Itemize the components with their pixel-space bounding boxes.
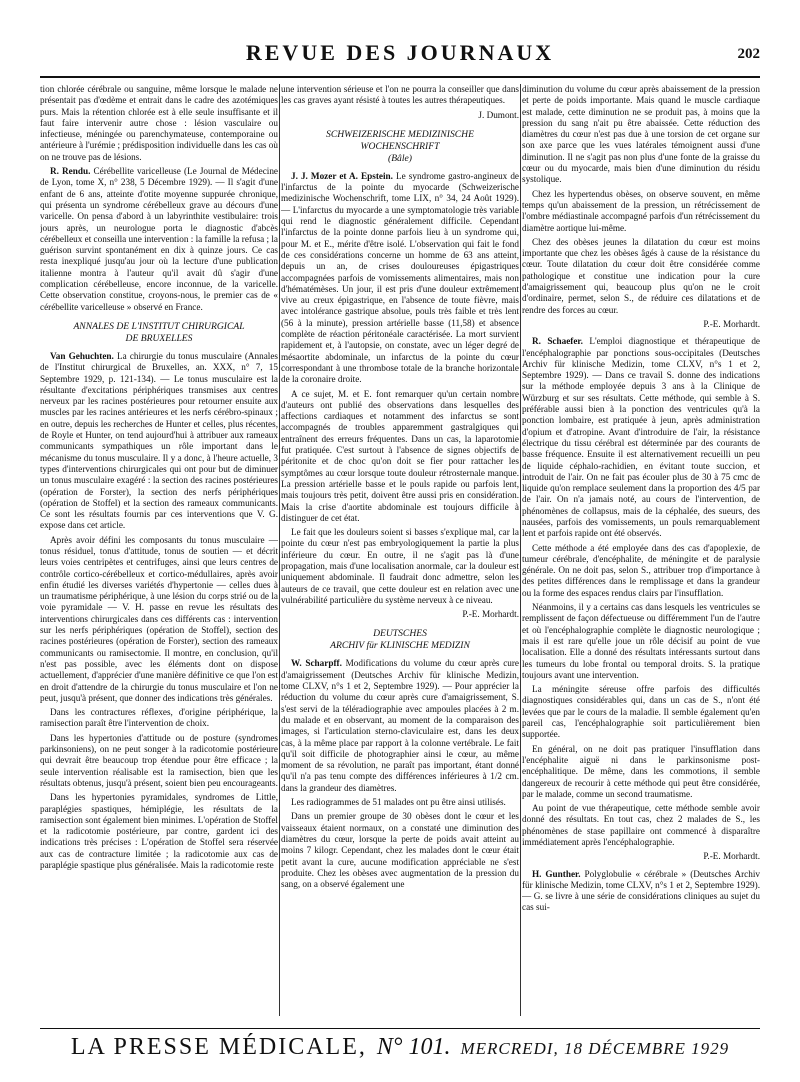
paragraph xyxy=(40,733,278,789)
footer-rule xyxy=(40,1028,760,1029)
column-divider xyxy=(520,84,521,1016)
paragraph xyxy=(522,189,760,234)
paragraph-text: La chirurgie du tonus musculaire (Annales de l'Institut chirurgical de Bruxelles, an. XXX, n° 7, 15 Septembre 1929, p. 121-134). — Le tonus musculaire est la résultante d'excitations périphériques transmises aux centres nerveux par les racines postérieures pour retourner ensuite aux muscles par les racines antérieures et les nerfs cérébro-spinaux ; en outre, depuis les recherches de Hunter et celles, plus récentes, de Royle et Hunter, on tend aujourd'hui à attribuer aux rameaux communicants sympathiques un rôle important dans le mécanisme du tonus musculaire. Il y a donc, à l'heure actuelle, 3 types d'interventions chirurgicales qui ont pour but de diminuer un tonus musculaire exagéré : la section des racines postérieures (opération de Forster), la section des nerfs périphériques (opération de Stoffel) et la section des rameaux communicants. Ce sont les résultats fournis par ces interventions que V. G. expose dans cet article. xyxy=(40,350,278,531)
paragraph xyxy=(40,792,278,871)
reviewer-signature: P.-E. Morhardt. xyxy=(462,609,519,620)
paragraph xyxy=(281,84,519,107)
paragraph-text: Néanmoins, il y a certains cas dans lesquels les ventricules se remplissent de façon défectueuse ou différemment l'un de l'autre et où l'encéphalographie complète le diagnostic neurologique ; mais il est rare qu'elle joue un rôle décisif au point de vue localisation. Elle a donné des résultats intéressants surtout dans les tumeurs du lobe frontal ou temporal droits. S. la pratique toujours avant une intervention. xyxy=(522,602,760,680)
paragraph-text: Chez des obèses jeunes la dilatation du cœur est moins importante que chez les obèses âgés à cause de la résistance du cœur. Toute dilatation du cœur doit être considérée comme pathologique et constitue une indication pour la cure d'amaigrissement qui, beaucoup plus qu'on ne le croit d'ordinaire, permet, selon S., de réduire ces dilatations et de rendre des forces au cœur. xyxy=(522,236,760,315)
abstract-author: R. Schaefer. xyxy=(532,336,583,347)
text-column-1 xyxy=(40,84,278,1016)
journal-section-heading xyxy=(40,321,278,345)
paragraph-text: La méningite séreuse offre parfois des difficultés diagnostiques considérables qui, dans un cas de S., n'ont été levées que par le cours de la maladie. Il semble également qu'en pareil cas, l'encéphalographie soit particulièrement bien supportée. xyxy=(522,684,760,740)
abstract-entry xyxy=(40,166,278,313)
paragraph-text: tion chlorée cérébrale ou sanguine, même lorsque le malade ne présentait pas d'œdème et entrait dans le cadre des azotémiques purs. Mais la rétention chlorée est à elle seule insuffisante et il faut faire intervenir autre chose : lésion vasculaire ou infectieuse, méningée ou parenchymateuse, contemporaine ou antérieure à l'urémie ; prédisposition individuelle dans les cas où on ne trouve pas de lésions. xyxy=(40,84,278,162)
text-column-3 xyxy=(522,84,760,1016)
text-column-2 xyxy=(281,84,519,1016)
paragraph xyxy=(522,602,760,681)
paragraph-text: L'emploi diagnostique et thérapeutique de l'encéphalographie par ponctions sous-occipitales (Deutsches Archiv für klinische Medizin, tome CLXV, n°s 1 et 2, Septembre 1929). — Dans ce travail S. donne des indications sur la méthode employée depuis 3 ans à la Clinique de Würzburg et sur ses résultats. Cette méthode, qui semble à S. préférable aussi bien à la ponction des ventricules qu'à la ponction lombaire, est pratiquée à jeun, après administration d'opium et d'atropine. Avant d'introduire de l'air, la résistance électrique du tissu cérébral est déterminée par des courants de basse fréquence. Ensuite il est alternativement recueilli un peu de liquide céphalo-rachidien, en évitant toute succion, et introduit de l'air. On ne fait pas écouler plus de 30 à 75 cmc de liquide qu'on remplace seulement dans la proportion des 4/5 par de l'air. On n'a jamais noté, au cours de l'intervention, de phénomènes de collapsus, mais de la céphalée, des sueurs, des nausées, parfois des vomissements, un pouls remarquablement lent et parfois rapide ont été observés. xyxy=(522,336,760,539)
paragraph-text: Après avoir défini les composants du tonus musculaire — tonus résiduel, tonus d'attitude, tonus de soutien — et décrit leurs voies centripètes et centrifuges, ainsi que leurs centres de contrôle cortico-cérébelleux et cortico-médullaires, après avoir enfin étudié les diverses variétés d'hypertonie — celles dues à un traumatisme périphérique, à une lésion du corps strié ou de la voie pyramidale — V. H. passe en revue les résultats des interventions chirurgicales dans ces différents cas : intervention sur les nerfs périphériques (opération de Stoffel), section des racines postérieures (opération de Forster), section des rameaux communicants ou ramisectomie. Il montre, en conclusion, qu'il n'est pas possible, avec les éléments dont on dispose actuellement, d'apprécier d'une manière définitive ce que l'on est en droit d'attendre de la chirurgie du tonus musculaire et l'on ne peut, jusqu'à présent, que donner des indications très générales. xyxy=(40,534,278,703)
abstract-author: H. Gunther. xyxy=(532,868,581,879)
paragraph-text: Le fait que les douleurs soient si basses s'explique mal, car la pointe du cœur n'est pas embryologiquement la partie la plus inférieure du cœur. En outre, il ne s'agit pas là d'une propagation, mais d'une localisation anormale, car la douleur est uniquement abdominale. Il faudrait donc admettre, selon les auteurs de ce travail, que cette douleur est en relation avec une vulnérabilité particulière du système nerveux à ce niveau. xyxy=(281,527,519,605)
section-heading-line: SCHWEIZERISCHE MEDIZINISCHE xyxy=(326,128,474,140)
abstract-author: W. Scharpff. xyxy=(291,658,342,669)
section-heading-line: DEUTSCHES xyxy=(373,628,427,640)
paragraph xyxy=(40,535,278,704)
abstract-entry xyxy=(281,658,519,794)
abstract-author: J. J. Mozer et A. Epstein. xyxy=(291,170,393,181)
paragraph-text: Dans les contractures réflexes, d'origine périphérique, la ramisection paraît être l'intervention de choix. xyxy=(40,707,278,729)
section-heading-line: DE BRUXELLES xyxy=(125,332,193,344)
running-title: REVUE DES JOURNAUX xyxy=(245,40,555,65)
paragraph xyxy=(281,811,519,890)
abstract-author: Van Gehuchten. xyxy=(50,350,114,361)
abstract-entry xyxy=(40,351,278,532)
page-number: 202 xyxy=(737,46,760,62)
paragraph xyxy=(522,803,760,848)
footer-journal-name: LA PRESSE MÉDICALE, xyxy=(70,1034,367,1060)
paragraph-text: Dans un premier groupe de 30 obèses dont le cœur et les vaisseaux étaient normaux, on a constaté une diminution des diamètres du cœur, lorsque la perte de poids avait atteint au moins 7 kilogr. Cependant, chez les malades dont le cœur était petit avant la cure, aucune modification appréciable ne s'est produite. Chez les obèses avec augmentation de la pression du sang, on a observé également une xyxy=(281,811,519,890)
header-rule xyxy=(40,76,760,78)
paragraph xyxy=(522,84,760,186)
paragraph xyxy=(40,707,278,730)
paragraph-text: Polyglobulie « cérébrale » (Deutsches Archiv für klinische Medizin, tome CLXV, n°s 1 et 2, Septembre 1929). — G. se livre à une série de considérations cliniques au sujet du cas sui- xyxy=(522,868,760,913)
journal-section-heading xyxy=(281,129,519,165)
reviewer-signature: P.-E. Morhardt. xyxy=(703,851,760,862)
paragraph-text: Cérébellite varicelleuse (Le Journal de Médecine de Lyon, tome X, n° 238, 5 Décembre 1929). — Il s'agit d'une enfant de 6 ans, atteinte d'otite moyenne suppurée chronique, qui présenta un syndrome cérébelleux grave au décours d'une varicelle. On pensa d'abord à un labyrinthite vestibulaire: trois jours après, un neurologue porta le diagnostic d'abcès cérébelleux et conseilla une intervention : la famille la refusa ; la guérison survint spontanément en dix à quinze jours. Ce cas resta inexpliqué jusqu'au jour où la lecture d'une publication italienne montra à l'auteur qu'il avait dû s'agir d'une complication cérébelleuse, encore inconnue, de la varicelle. Cette observation constitue, croyons-nous, le premier cas de « cérébellite varicelleuse » observé en France. xyxy=(40,166,278,312)
paragraph xyxy=(522,744,760,800)
abstract-author: R. Rendu. xyxy=(50,166,91,177)
paragraph xyxy=(522,237,760,316)
page-footer xyxy=(40,1034,760,1070)
section-heading-line: ARCHIV für KLINISCHE MEDIZIN xyxy=(330,640,470,652)
paragraph xyxy=(522,684,760,740)
abstract-entry xyxy=(281,171,519,386)
paragraph-text: Les radiogrammes de 51 malades ont pu être ainsi utilisés. xyxy=(291,797,506,808)
footer-date: MERCREDI, 18 DÉCEMBRE 1929 xyxy=(460,1039,730,1058)
paragraph-text: A ce sujet, M. et E. font remarquer qu'un certain nombre d'auteurs ont publié des observations dans lesquelles des affections cardiaques et notamment des infarctus se sont accompagnés de troubles apparemment gastralgiques qui entraînent des erreurs fréquentes. Dans un cas, la laparotomie fut pratiquée. C'est surtout à l'absence de signes objectifs de péritonite et de choc qu'on doit se fier pour rattacher les symptômes au cœur lorsque toute douleur rétrosternale manque. La pression artérielle basse et le pouls rapide ou parfois lent, mais toujours très petit, doivent être aussi pris en considération. Mais la crise d'aortite abdominale est toujours difficile à distinguer de cet état. xyxy=(281,388,519,523)
section-heading-line: WOCHENSCHRIFT xyxy=(360,140,440,152)
paragraph-text: Le syndrome gastro-angineux de l'infarctus de la pointe du myocarde (Schweizerische medizinische Wochenschrift, tome LIX, n° 34, 24 Août 1929). — L'infarctus du myocarde a une symptomatologie très variable qui rend le diagnostic généralement difficile. Cependant l'infarctus de la pointe donne parfois lieu à un syndrome qui, pour M. et E., mérite d'être isolé. L'observation qui fait le fond de ces considérations concerne un homme de 63 ans atteint, depuis un an, de crises douloureuses épigastriques accompagnées parfois de vomissements alimentaires, mais non d'hématémèses. Un jour, il est pris d'une douleur extrêmement vive au creux épigastrique, en l'absence de toute fièvre, mais avec intolérance gastrique absolue, pouls très faible et très lent (56 à la minute), pression artérielle basse (11,58) et absence complète de réaction péritonéale caractérisée. La mort survient rapidement et, à l'autopsie, on constate, avec un léger degré de mésaortite abdominale, un infarctus de la pointe du cœur correspondant à une thrombose totale de la branche horizontale de la coronaire droite. xyxy=(281,170,519,385)
paragraph xyxy=(281,527,519,606)
paragraph-text: En général, on ne doit pas pratiquer l'insufflation dans l'encéphalite aiguë ni dans le parkinsonisme post-encéphalitique. De même, dans les commotions, il semble dangereux de recourir à cette méthode qui peut être considérée, par le malade, comme un second traumatisme. xyxy=(522,743,760,799)
footer-issue-number: N° 101. xyxy=(376,1034,451,1060)
paragraph-text: Chez les hypertendus obèses, on observe souvent, en même temps qu'un abaissement de la pression, un rétrécissement de l'ombre médiastinale accompagné parfois d'un rétrécissement du diamètre aortique lui-même. xyxy=(522,188,760,233)
paragraph-text: Dans les hypertonies pyramidales, syndromes de Little, paraplégies spastiques, hémiplégie, les résultats de la ramisection sont également bien minimes. L'opération de Stoffel et la radicotomie postérieure, par contre, gardent ici des indications très précises : L'opération de Stoffel sera réservée aux cas de contracture limitée ; la radicotomie aux cas de paraplégie spastique plus généralisée. Mais la radicotomie reste xyxy=(40,792,278,870)
paragraph-text: une intervention sérieuse et l'on ne pourra la conseiller que dans les cas graves ayant résisté à toutes les autres thérapeutiques. xyxy=(281,84,519,106)
section-heading-line: (Bâle) xyxy=(388,152,412,164)
section-heading-line: ANNALES DE L'INSTITUT CHIRURGICAL xyxy=(73,320,245,332)
paragraph-text: Dans les hypertonies d'attitude ou de posture (syndromes parkinsoniens), on ne peut songer à la radicotomie postérieure qui devrait être beaucoup trop étendue pour être efficace ; la seule intervention réalisable est la ramisection, bien que les résultats obtenus, jusqu'à présent, soient bien peu encourageants. xyxy=(40,732,278,788)
paragraph xyxy=(281,797,519,808)
paragraph-text: diminution du volume du cœur après abaissement de la pression et perte de poids importante. Mais quand le muscle cardiaque est malade, cette diminution ne se produit pas, à moins que la pression du sang n'ait pu être abaissée. Cette réduction des diamètres du cœur n'est pas due à une torsion de cet organe sur son axe parce que les vues latérales témoignent aussi d'une diminution. Il ne s'agit pas non plus d'une fonte de la graisse du cœur ou du myocarde, mais bien d'une diminution du résidu systolique. xyxy=(522,84,760,185)
abstract-entry xyxy=(522,869,760,914)
abstract-entry xyxy=(522,336,760,539)
paragraph-text: Cette méthode a été employée dans des cas d'apoplexie, de tumeur cérébrale, d'encéphalite, de méningite et de paralysie générale. On ne doit pas, selon S., attribuer trop d'importance à des petites différences dans le remplissage et dans la grandeur ou la forme des espaces rendus clairs par l'insufflation. xyxy=(522,542,760,598)
paragraph-text: Au point de vue thérapeutique, cette méthode semble avoir donné des résultats. En tout cas, chez 2 malades de S., les phénomènes de stase papillaire ont commencé à disparaître immédiatement après l'encéphalographie. xyxy=(522,803,760,847)
paragraph xyxy=(40,84,278,163)
paragraph xyxy=(281,389,519,525)
journal-section-heading xyxy=(281,628,519,652)
paragraph xyxy=(522,543,760,599)
paragraph-text: Modifications du volume du cœur après cure d'amaigrissement (Deutsches Archiv für klinische Medizin, tome CLXV, n°s 1 et 2, Septembre 1929). — Pour apprécier la réduction du volume du cœur après cure d'amaigrissement, S. s'est servi de la téléradiographie avec ampoules placées à 2 m. du malade et en observant, au moment de la comparaison des images, si l'articulation sterno-claviculaire est, dans les deux cas, à la même place par rapport à la colonne vertébrale. Le fait qu'il soit difficile de photographier ainsi le cœur, au même moment de sa révolution, ne paraît pas important, étant donné qu'il n'a pas tenu compte des différences inférieures à 1/2 cm. dans la grandeur des diamètres. xyxy=(281,658,519,793)
reviewer-signature: P.-E. Morhardt. xyxy=(703,318,760,329)
page-header xyxy=(40,40,760,74)
column-divider xyxy=(279,84,280,1016)
reviewer-signature: J. Dumont. xyxy=(478,109,519,120)
